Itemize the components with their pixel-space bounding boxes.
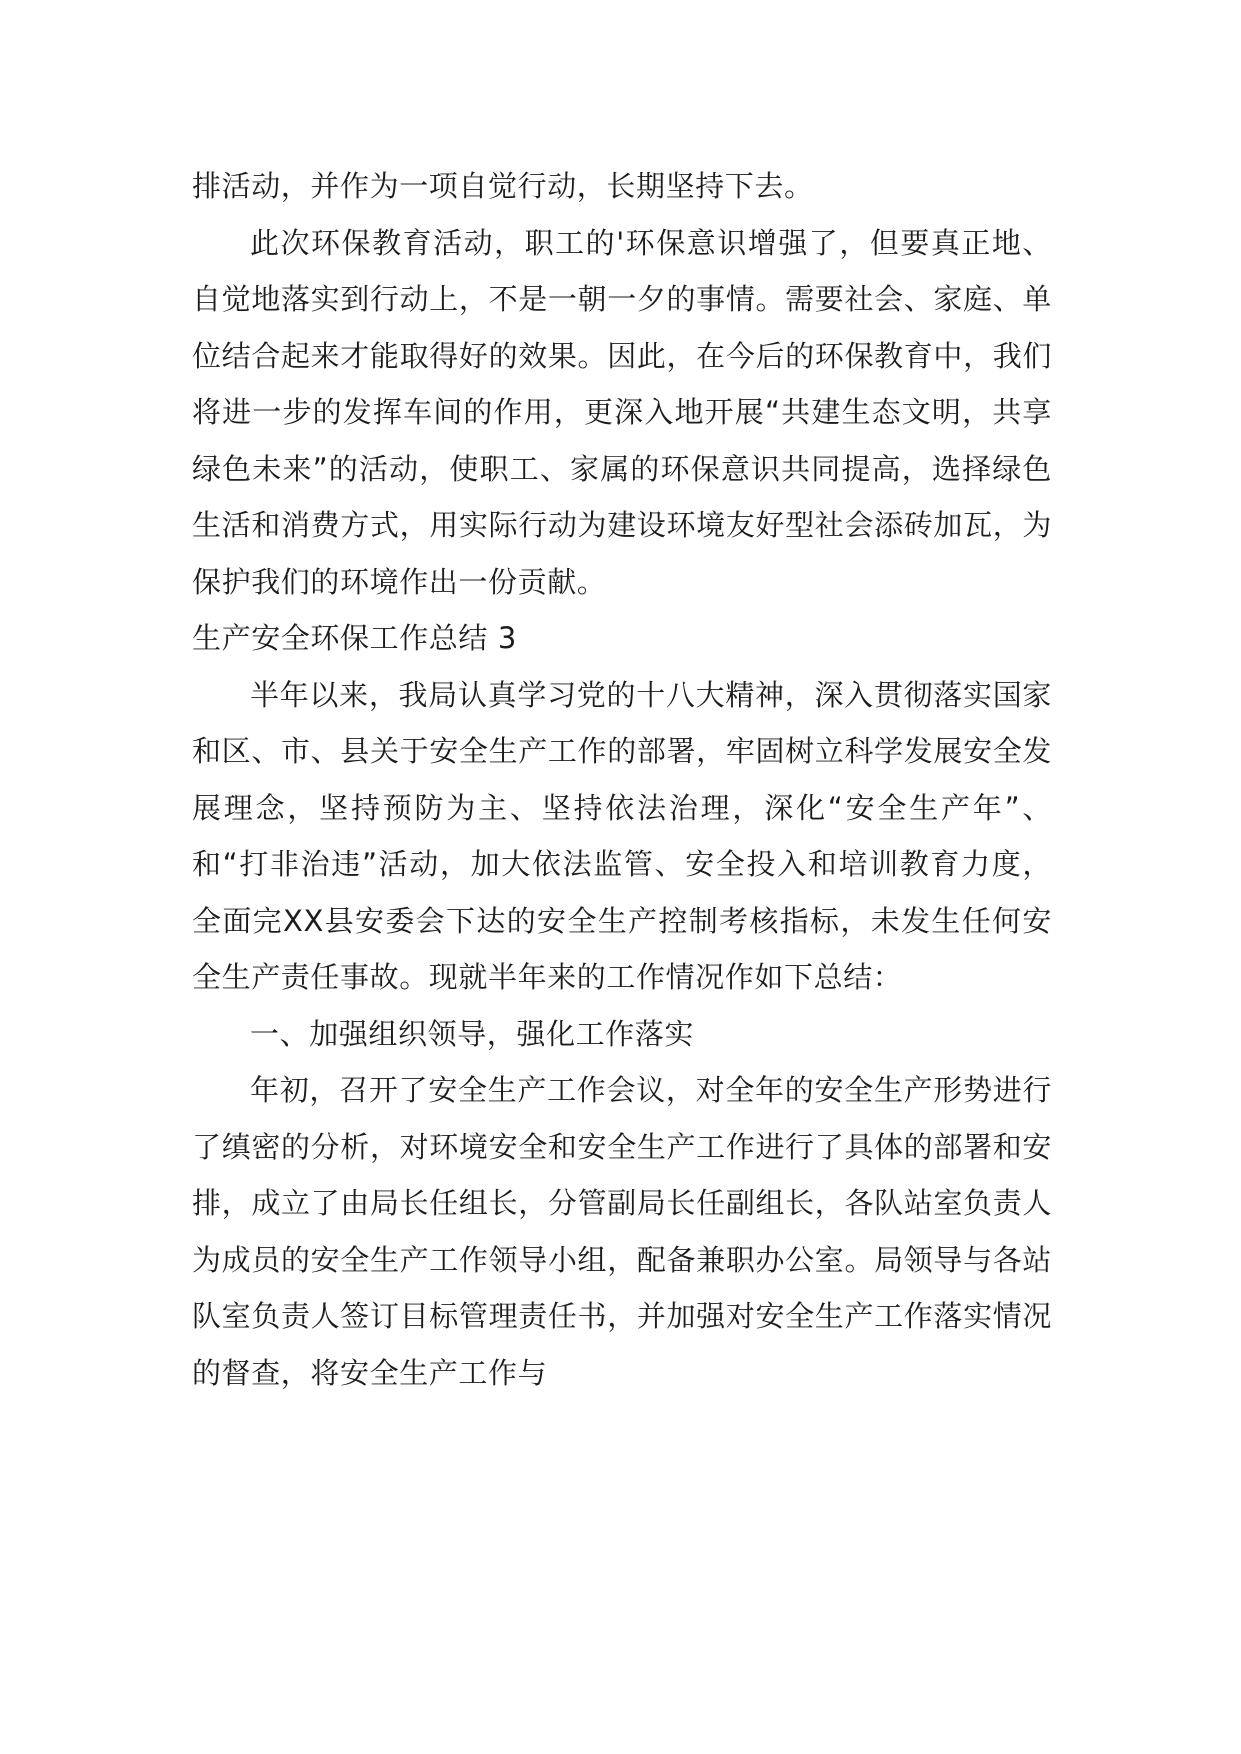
paragraph-continuation: 排活动，并作为一项自觉行动，长期坚持下去。	[192, 169, 814, 203]
section-title: 生产安全环保工作总结 3	[192, 621, 517, 655]
subsection-heading: 一、加强组织领导，强化工作落实	[250, 1016, 695, 1051]
document-body	[192, 158, 1052, 1401]
paragraph-half-year-summary: 半年以来，我局认真学习党的十八大精神，深入贯彻落实国家和区、市、县关于安全生产工作的部署，牢固树立科学发展安全发展理念，坚持预防为主、坚持依法治理，深化“安全生产年”、和“打非治违”活动，加大依法监管、安全投入和培训教育力度，全面完XX县安委会下达的安全生产控制考核指标，未发生任何安全生产责任事故。现就半年来的工作情况作如下总结：	[192, 677, 1052, 994]
paragraph-organization: 年初，召开了安全生产工作会议，对全年的安全生产形势进行了缜密的分析，对环境安全和安全生产工作进行了具体的部署和安排，成立了由局长任组长，分管副局长任副组长，各队站室负责人为成员的安全生产工作领导小组，配备兼职办公室。局领导与各站队室负责人签订目标管理责任书，并加强对安全生产工作落实情况的督查，将安全生产工作与	[192, 1073, 1052, 1390]
paragraph-environmental-education: 此次环保教育活动，职工的'环保意识增强了，但要真正地、自觉地落实到行动上，不是一朝一夕的事情。需要社会、家庭、单位结合起来才能取得好的效果。因此，在今后的环保教育中，我们将进一步的发挥车间的作用，更深入地开展“共建生态文明，共享绿色未来”的活动，使职工、家属的环保意识共同提高，选择绿色生活和消费方式，用实际行动为建设环境友好型社会添砖加瓦，为保护我们的环境作出一份贡献。	[192, 225, 1052, 599]
